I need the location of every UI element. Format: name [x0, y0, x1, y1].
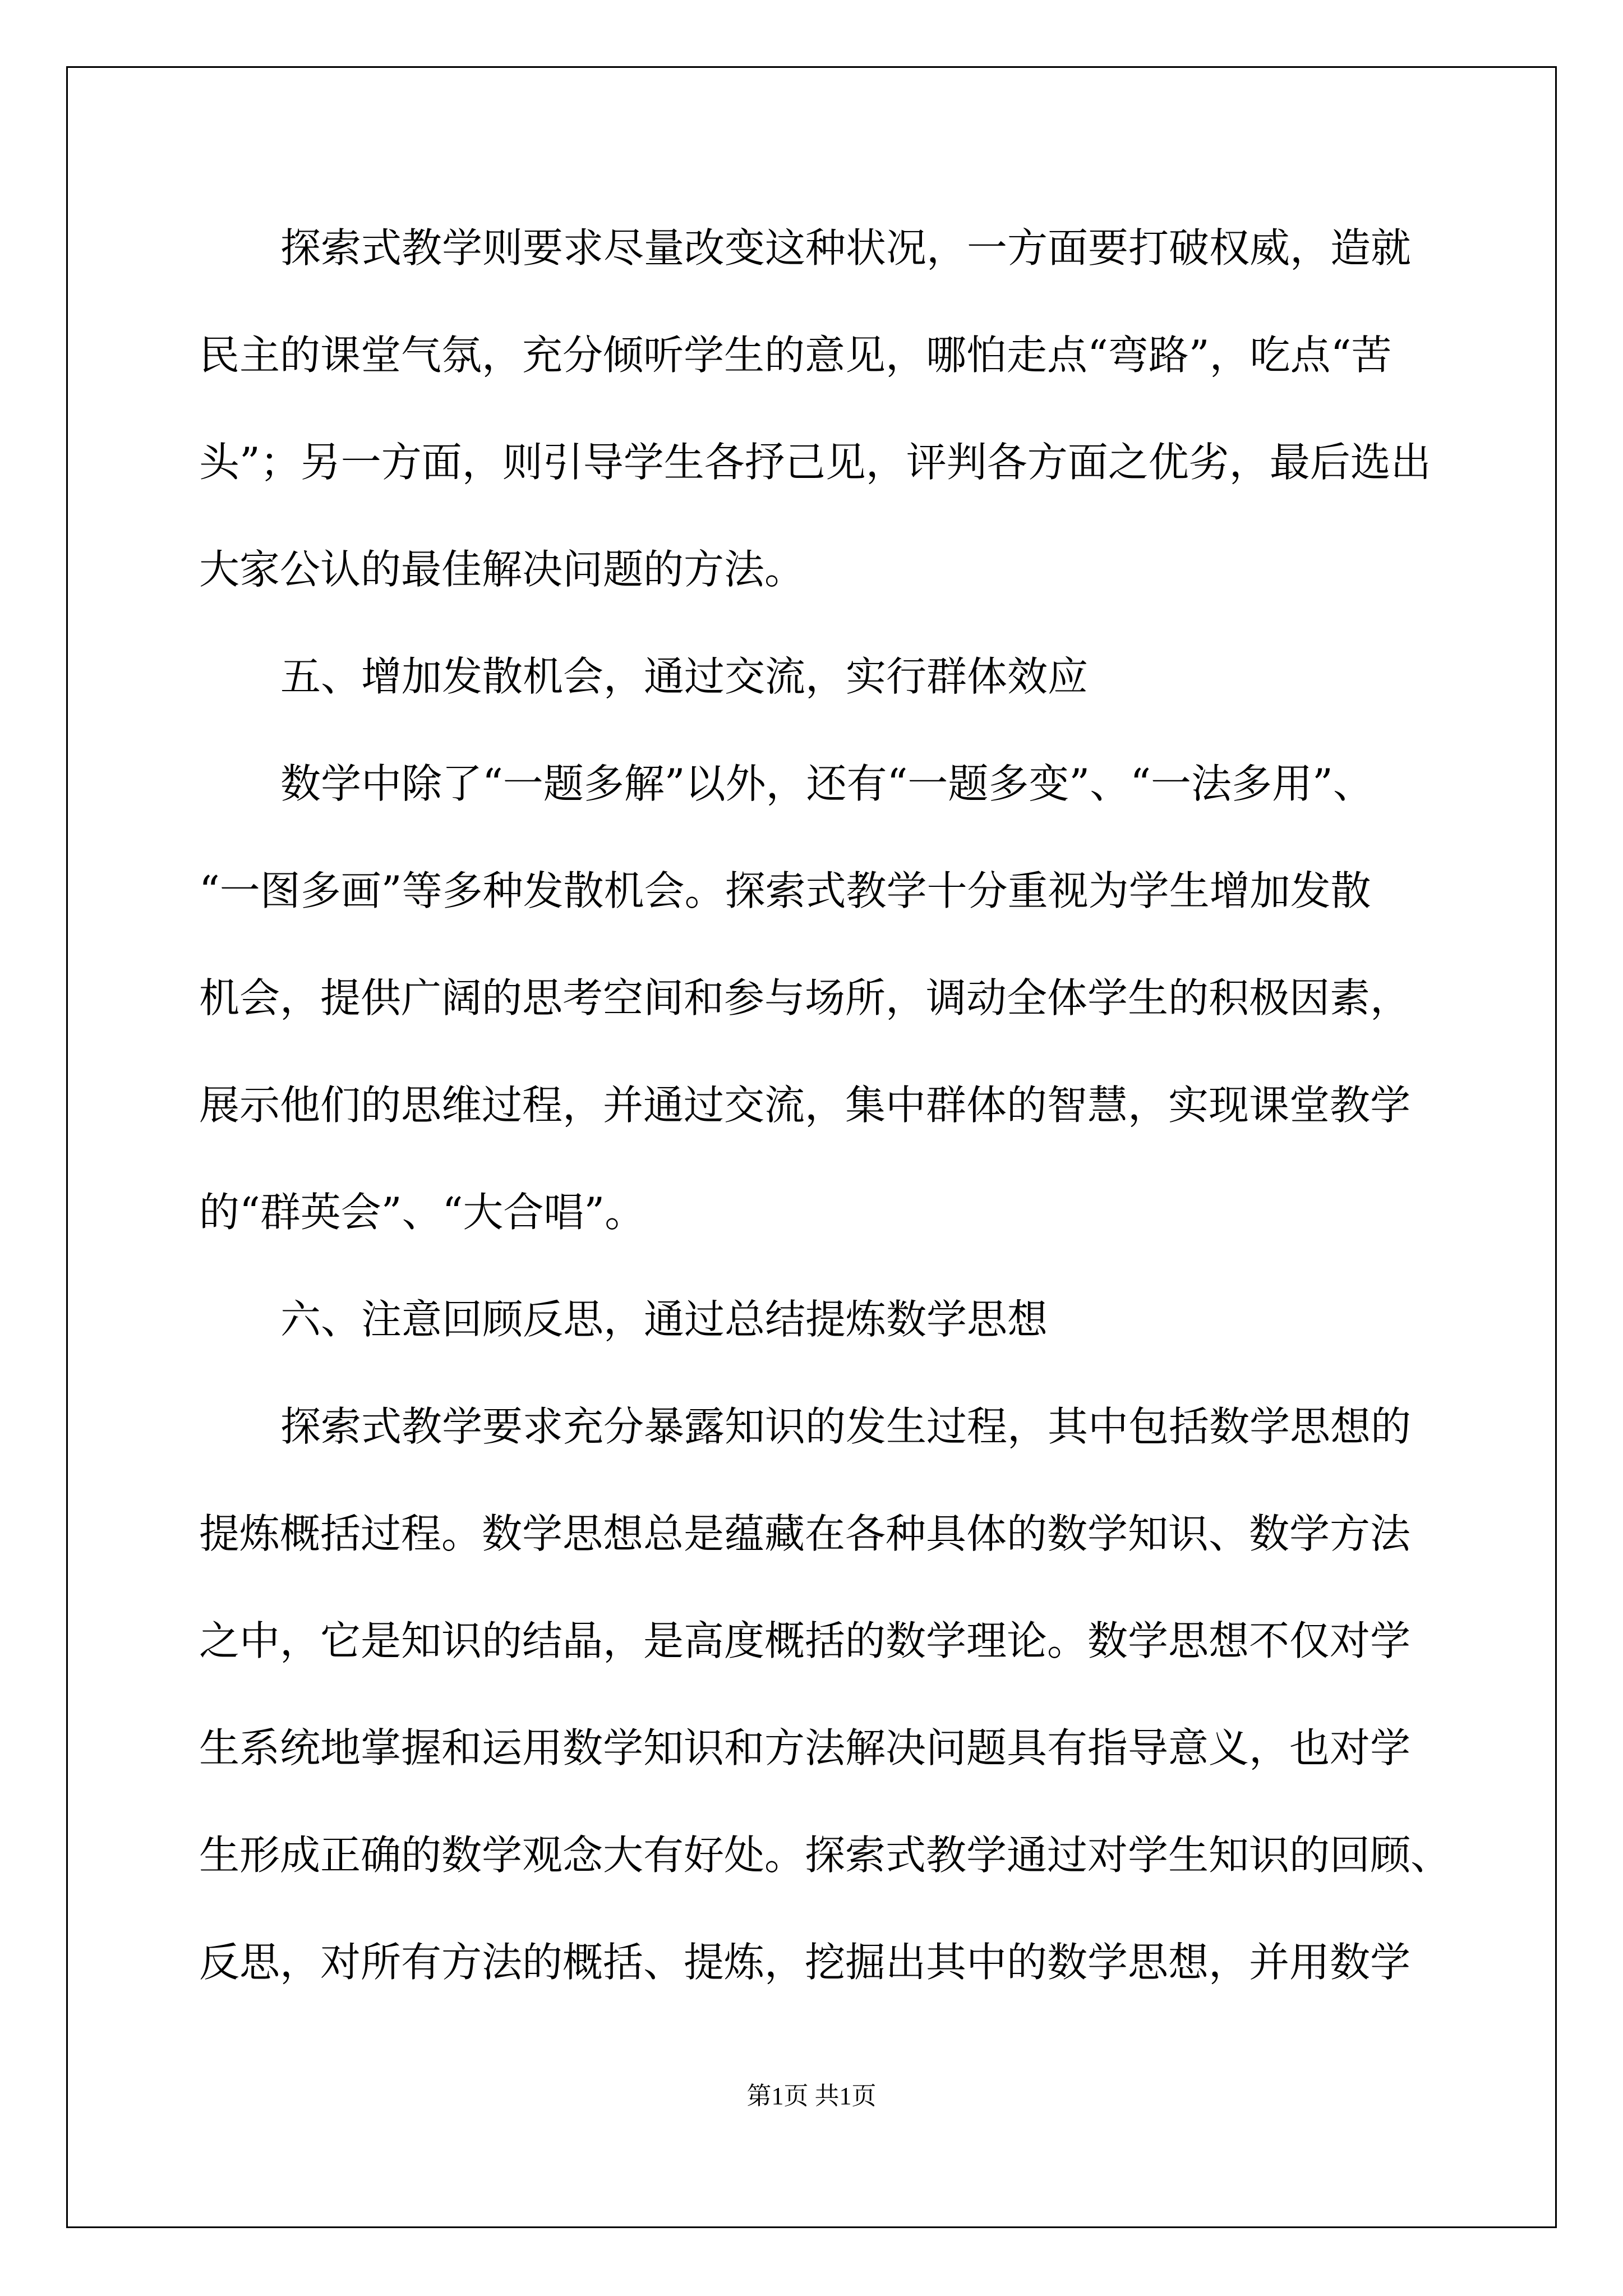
- text-line: 生系统地掌握和运用数学知识和方法解决问题具有指导意义，也对学: [199, 1724, 1411, 1772]
- text-line: “一图多画”等多种发散机会。探索式教学十分重视为学生增加发散: [199, 867, 1371, 914]
- text-line: 展示他们的思维过程，并通过交流，集中群体的智慧，实现课堂教学: [199, 1082, 1411, 1129]
- text-line: 反思，对所有方法的概括、提炼，挖掘出其中的数学思想，并用数学: [199, 1939, 1411, 1986]
- text-line: 之中，它是知识的结晶，是高度概括的数学理论。数学思想不仅对学: [199, 1617, 1411, 1664]
- section-heading: 六、注意回顾反思，通过总结提炼数学思想: [280, 1296, 1048, 1343]
- document-body: [199, 214, 1451, 2036]
- text-line: 探索式教学则要求尽量改变这种状况，一方面要打破权威，造就: [280, 224, 1412, 272]
- section-heading: 五、增加发散机会，通过交流，实行群体效应: [280, 653, 1089, 700]
- text-line: 生形成正确的数学观念大有好处。探索式教学通过对学生知识的回顾、: [199, 1832, 1451, 1879]
- text-line: 的“群英会”、“大合唱”。: [199, 1189, 645, 1236]
- text-line: 民主的课堂气氛，充分倾听学生的意见，哪怕走点“弯路”，吃点“苦: [199, 332, 1392, 379]
- text-line: 探索式教学要求充分暴露知识的发生过程，其中包括数学思想的: [280, 1403, 1412, 1450]
- text-line: 大家公认的最佳解决问题的方法。: [199, 546, 805, 593]
- text-line: 数学中除了“一题多解”以外，还有“一题多变”、“一法多用”、: [280, 760, 1373, 807]
- text-line: 机会，提供广阔的思考空间和参与场所，调动全体学生的积极因素，: [199, 974, 1411, 1022]
- page-number-footer: 第1页 共1页: [746, 2082, 877, 2110]
- text-line: 头”；另一方面，则引导学生各抒己见，评判各方面之优劣，最后选出: [199, 439, 1431, 486]
- text-line: 提炼概括过程。数学思想总是蕴藏在各种具体的数学知识、数学方法: [199, 1510, 1411, 1557]
